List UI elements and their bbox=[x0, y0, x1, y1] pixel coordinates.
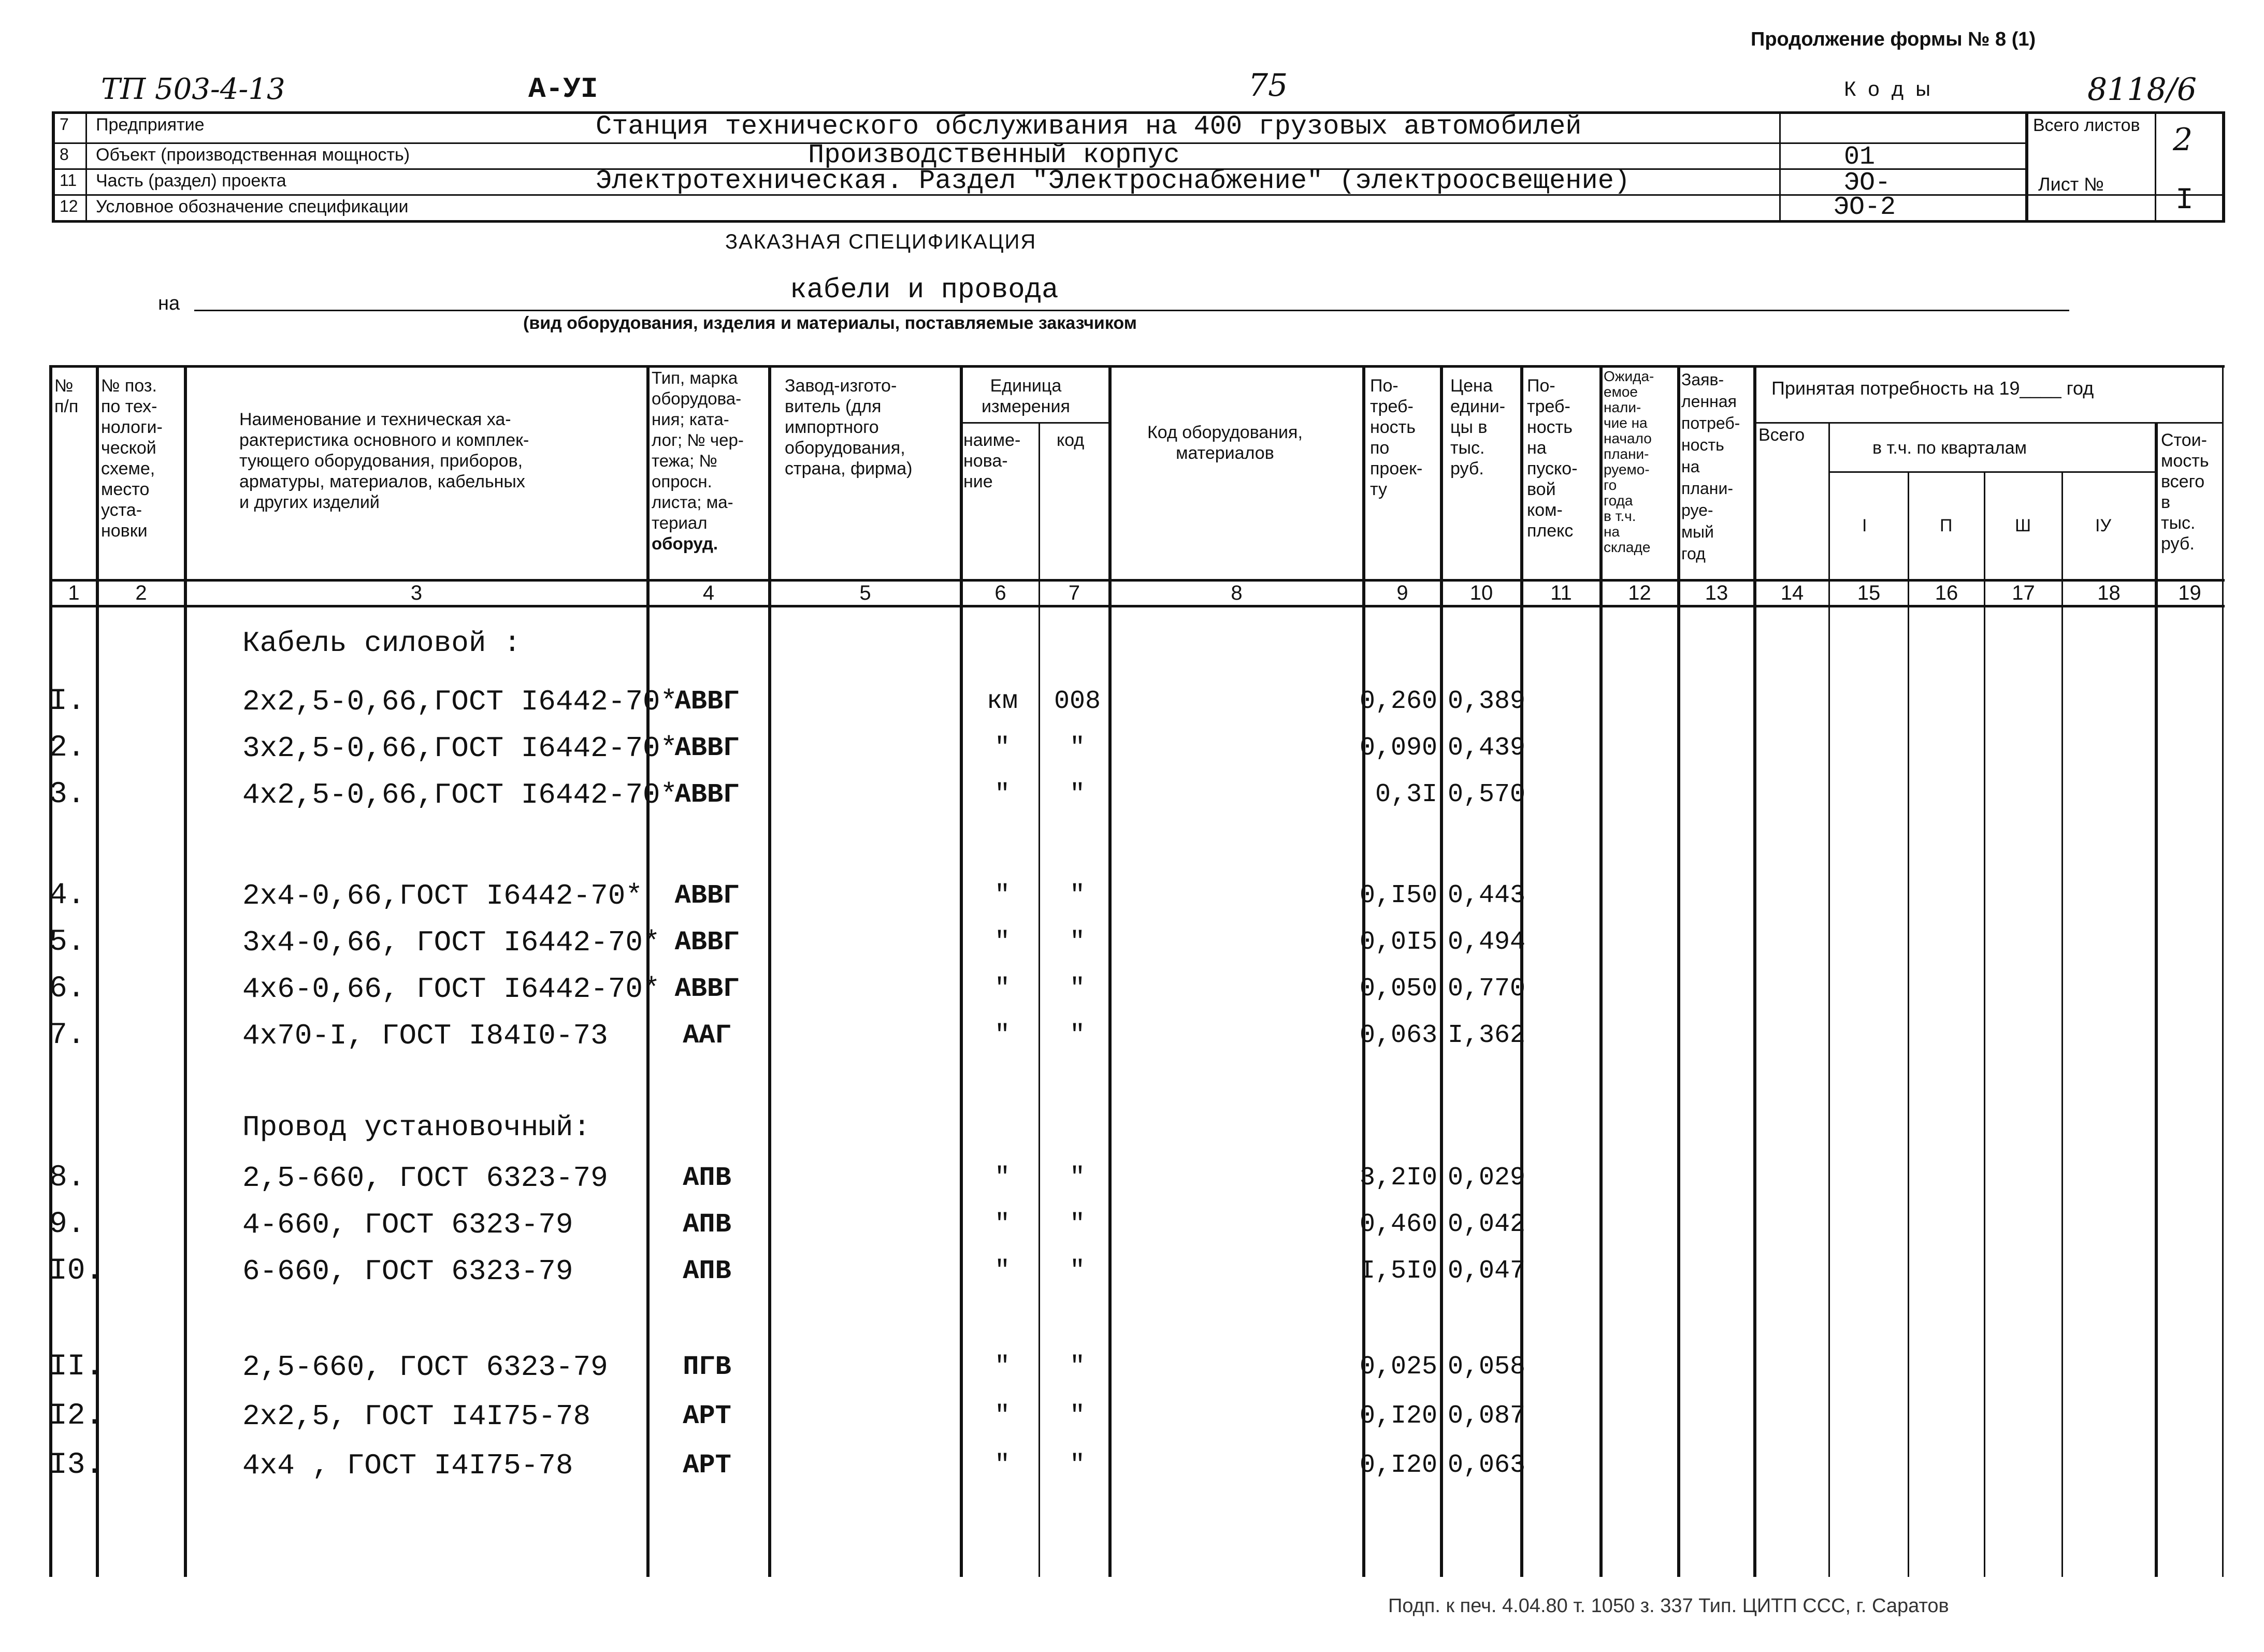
row-mark: АВВГ bbox=[674, 927, 740, 958]
table-top-border bbox=[49, 365, 2225, 368]
column-number: 2 bbox=[135, 582, 147, 604]
row-number: I0. bbox=[49, 1254, 104, 1288]
meta-right-border bbox=[2222, 111, 2225, 223]
group-heading: Кабель силовой : bbox=[242, 627, 521, 660]
header-col14: Всего bbox=[1758, 425, 1805, 445]
column-number: 8 bbox=[1231, 582, 1243, 604]
row-unit: " bbox=[994, 780, 1010, 809]
row-mark: АВВГ bbox=[674, 733, 740, 763]
na-label: на bbox=[158, 293, 180, 314]
column-number: 17 bbox=[2012, 582, 2035, 604]
row-price: 0,087 bbox=[1448, 1401, 1526, 1431]
quarters-divider bbox=[1828, 471, 2156, 473]
row-number: 9. bbox=[49, 1208, 85, 1241]
header-accepted: Принятая потребность на 19____ год bbox=[1771, 378, 2094, 399]
row-description: 3x4-0,66, ГОСТ I6442-70* bbox=[242, 926, 660, 959]
row-description: 4x70-I, ГОСТ I84I0-73 bbox=[242, 1019, 608, 1052]
row-unit: " bbox=[994, 1163, 1010, 1193]
column-number: 18 bbox=[2097, 582, 2121, 604]
meta-left-border bbox=[52, 111, 55, 223]
row-number: I2. bbox=[49, 1399, 104, 1433]
meta-object-value: Производственный корпус bbox=[808, 140, 1180, 170]
row-need: 0,050 bbox=[1360, 974, 1438, 1004]
row-unit-code: " bbox=[1069, 881, 1085, 910]
header-q4: IУ bbox=[2095, 516, 2112, 535]
column-number: 1 bbox=[68, 582, 80, 604]
row-unit-code: " bbox=[1069, 928, 1085, 957]
row-description: 2,5-660, ГОСТ 6323-79 bbox=[242, 1162, 608, 1195]
column-number: 4 bbox=[702, 582, 715, 604]
table-row bbox=[0, 1442, 2264, 1489]
album-label: А-УI bbox=[528, 73, 598, 106]
row-unit: " bbox=[994, 1210, 1010, 1239]
row-unit-code: " bbox=[1069, 1256, 1085, 1286]
row-unit: " bbox=[994, 1021, 1010, 1050]
header-quarters: в т.ч. по кварталам bbox=[1872, 438, 2027, 458]
row-need: 0,I20 bbox=[1360, 1451, 1438, 1480]
table-row bbox=[0, 873, 2264, 919]
meta-num-divider bbox=[85, 111, 87, 223]
row-description: 4x6-0,66, ГОСТ I6442-70* bbox=[242, 973, 660, 1006]
meta-bottom-border bbox=[52, 220, 2225, 223]
row-price: I,362 bbox=[1448, 1021, 1526, 1050]
table-row bbox=[0, 1248, 2264, 1295]
meta-part-value: Электротехническая. Раздел "Электроснабжение" (электроосвещение) bbox=[596, 166, 1631, 196]
column-number: 14 bbox=[1780, 582, 1804, 604]
row-unit: " bbox=[994, 1352, 1010, 1382]
row-unit: " bbox=[994, 733, 1010, 763]
column-number: 7 bbox=[1068, 582, 1080, 604]
row-mark: АПВ bbox=[683, 1163, 731, 1193]
row-unit-code: " bbox=[1069, 1451, 1085, 1480]
header-unit: Единица измерения bbox=[982, 376, 1070, 416]
row-unit: " bbox=[994, 1256, 1010, 1286]
row-unit: " bbox=[994, 974, 1010, 1004]
row-mark: АВВГ bbox=[674, 974, 740, 1004]
table-row bbox=[0, 919, 2264, 966]
row-number: 4. bbox=[49, 879, 85, 912]
table-row bbox=[0, 1012, 2264, 1059]
header-col19: Стои- мость всего в тыс. руб. bbox=[2161, 430, 2209, 554]
row-unit-code: " bbox=[1069, 733, 1085, 763]
header-col5: Завод-изгото- витель (для импортного оборудования, страна, фирма) bbox=[785, 376, 913, 479]
table-row bbox=[0, 725, 2264, 772]
row-mark: АВВГ bbox=[674, 779, 740, 810]
sheet-value: I bbox=[2175, 184, 2194, 218]
column-number: 16 bbox=[1935, 582, 1958, 604]
table-row bbox=[0, 1393, 2264, 1440]
row-mark: ААГ bbox=[683, 1020, 731, 1051]
row-number: 5. bbox=[49, 925, 85, 959]
header-col6: наиме- нова- ние bbox=[963, 430, 1021, 491]
codes-label: К о д ы bbox=[1844, 78, 1934, 100]
row-description: 6-660, ГОСТ 6323-79 bbox=[242, 1255, 573, 1288]
row-need: 0,025 bbox=[1360, 1352, 1438, 1382]
table-row bbox=[0, 1155, 2264, 1201]
header-col9: По- треб- ность по проек- ту bbox=[1370, 376, 1423, 499]
row-mark: ПГВ bbox=[683, 1352, 731, 1382]
meta-row-label: Часть (раздел) проекта bbox=[96, 171, 286, 191]
row-price: 0,042 bbox=[1448, 1210, 1526, 1239]
row-unit: " bbox=[994, 928, 1010, 957]
row-number: 2. bbox=[49, 731, 85, 765]
row-unit-code: " bbox=[1069, 780, 1085, 809]
column-number: 15 bbox=[1857, 582, 1881, 604]
header-col7: код bbox=[1057, 430, 1085, 450]
column-number: 10 bbox=[1469, 582, 1493, 604]
row-need: 0,0I5 bbox=[1360, 928, 1438, 957]
row-price: 0,063 bbox=[1448, 1451, 1526, 1480]
row-unit-code: " bbox=[1069, 1352, 1085, 1382]
row-price: 0,389 bbox=[1448, 687, 1526, 716]
row-description: 2x2,5, ГОСТ I4I75-78 bbox=[242, 1400, 591, 1433]
row-unit-code: " bbox=[1069, 974, 1085, 1004]
subject-underline bbox=[194, 310, 2069, 311]
row-unit-code: " bbox=[1069, 1401, 1085, 1431]
print-footer: Подп. к печ. 4.04.80 т. 1050 з. 337 Тип. ЦИТП ССС, г. Саратов bbox=[1388, 1595, 1949, 1617]
row-price: 0,047 bbox=[1448, 1256, 1526, 1286]
sheet-label: Лист № bbox=[2038, 173, 2104, 195]
meta-sheet-divider bbox=[2155, 111, 2156, 223]
table-row bbox=[0, 678, 2264, 725]
table-row bbox=[0, 1344, 2264, 1390]
row-number: 8. bbox=[49, 1161, 85, 1195]
column-number: 9 bbox=[1396, 582, 1408, 604]
order-number: 8118/6 bbox=[2087, 71, 2197, 108]
header-q3: Ш bbox=[2015, 516, 2031, 535]
sheets-total-label: Всего листов bbox=[2033, 115, 2140, 135]
row-unit: км bbox=[986, 687, 1018, 716]
unit-divider bbox=[960, 422, 1110, 424]
row-price: 0,770 bbox=[1448, 974, 1526, 1004]
column-number: 13 bbox=[1705, 582, 1728, 604]
row-number: I. bbox=[49, 685, 85, 718]
row-mark: АПВ bbox=[683, 1256, 731, 1286]
header-col3: Наименование и техническая ха- рактеристика основного и комплек- тующего оборудования, приборов, арматуры, материалов, кабельных и других изделий bbox=[239, 410, 529, 512]
meta-code-divider bbox=[1779, 111, 1781, 223]
subject-note: (вид оборудования, изделия и материалы, поставляемые заказчиком bbox=[523, 313, 1137, 333]
column-number: 6 bbox=[994, 582, 1006, 604]
row-mark: АВВГ bbox=[674, 686, 740, 717]
row-price: 0,058 bbox=[1448, 1352, 1526, 1382]
row-price: 0,494 bbox=[1448, 928, 1526, 957]
row-description: 2x4-0,66,ГОСТ I6442-70* bbox=[242, 879, 643, 912]
row-need: 0,260 bbox=[1360, 687, 1438, 716]
spec-subject: кабели и провода bbox=[790, 274, 1059, 306]
row-unit: " bbox=[994, 881, 1010, 910]
row-mark: АРТ bbox=[683, 1450, 731, 1481]
row-description: 2x2,5-0,66,ГОСТ I6442-70* bbox=[242, 685, 678, 718]
header-col4: Тип, марка оборудова- ния; ката- лог; № чер- тежа; № опросн. листа; ма- териал оборуд. bbox=[652, 368, 744, 553]
header-col11: По- треб- ность на пуско- вой ком- плекс bbox=[1527, 376, 1578, 541]
row-unit-code: " bbox=[1069, 1021, 1085, 1050]
meta-spec-code: ЭО-2 bbox=[1834, 193, 1896, 222]
accepted-divider bbox=[1755, 422, 2224, 424]
row-description: 4x2,5-0,66,ГОСТ I6442-70* bbox=[242, 778, 678, 811]
row-price: 0,029 bbox=[1448, 1163, 1526, 1193]
row-description: 3x2,5-0,66,ГОСТ I6442-70* bbox=[242, 732, 678, 765]
doc-code: ТП 503-4-13 bbox=[101, 73, 285, 106]
row-number: 7. bbox=[49, 1019, 85, 1052]
meta-row-num: 12 bbox=[60, 197, 78, 215]
header-col1: № п/п bbox=[54, 376, 79, 416]
row-need: 0,090 bbox=[1360, 733, 1438, 763]
meta-row-label: Объект (производственная мощность) bbox=[96, 145, 410, 165]
table-row bbox=[0, 1201, 2264, 1248]
column-number: 11 bbox=[1550, 582, 1572, 604]
table-row bbox=[0, 966, 2264, 1012]
spec-title: ЗАКАЗНАЯ СПЕЦИФИКАЦИЯ bbox=[725, 230, 1037, 253]
header-col8: Код оборудования, материалов bbox=[1147, 423, 1303, 463]
row-price: 0,439 bbox=[1448, 733, 1526, 763]
header-col13: Заяв- ленная потреб- ность на плани- руе- мый год bbox=[1681, 370, 1740, 563]
meta-row-label: Предприятие bbox=[96, 115, 205, 135]
column-number: 3 bbox=[410, 582, 423, 604]
meta-right-divider bbox=[2025, 111, 2028, 223]
row-need: 3,2I0 bbox=[1360, 1163, 1438, 1193]
row-need: 0,460 bbox=[1360, 1210, 1438, 1239]
meta-row-num: 11 bbox=[60, 171, 77, 190]
meta-row-label: Условное обозначение спецификации bbox=[96, 197, 409, 216]
row-description: 2,5-660, ГОСТ 6323-79 bbox=[242, 1351, 608, 1384]
row-unit-code: 008 bbox=[1054, 687, 1101, 716]
column-number: 5 bbox=[859, 582, 871, 604]
row-need: 0,3I bbox=[1375, 780, 1437, 809]
meta-part-code: ЭО- bbox=[1844, 168, 1891, 198]
row-need: I,5I0 bbox=[1360, 1256, 1438, 1286]
column-number: 12 bbox=[1628, 582, 1651, 604]
row-number: 3. bbox=[49, 778, 85, 811]
row-need: 0,063 bbox=[1360, 1021, 1438, 1050]
row-price: 0,570 bbox=[1448, 780, 1526, 809]
page-number: 75 bbox=[1248, 67, 1288, 104]
header-col10: Цена едини- цы в тыс. руб. bbox=[1450, 376, 1506, 479]
row-description: 4x4 , ГОСТ I4I75-78 bbox=[242, 1449, 573, 1482]
row-number: 6. bbox=[49, 972, 85, 1006]
header-col12: Ожида- емое нали- чие на начало плани- руемо- го года в т.ч. на складе bbox=[1604, 368, 1654, 555]
row-number: I3. bbox=[49, 1448, 104, 1482]
row-mark: АРТ bbox=[683, 1401, 731, 1431]
row-mark: АВВГ bbox=[674, 880, 740, 911]
group-heading: Провод установочный: bbox=[242, 1111, 591, 1144]
row-price: 0,443 bbox=[1448, 881, 1526, 910]
meta-row-num: 7 bbox=[60, 115, 69, 134]
table-row bbox=[0, 772, 2264, 818]
row-unit-code: " bbox=[1069, 1210, 1085, 1239]
row-unit: " bbox=[994, 1451, 1010, 1480]
row-unit-code: " bbox=[1069, 1163, 1085, 1193]
sheets-total-value: 2 bbox=[2173, 122, 2193, 158]
row-mark: АПВ bbox=[683, 1209, 731, 1240]
row-need: 0,I50 bbox=[1360, 881, 1438, 910]
row-need: 0,I20 bbox=[1360, 1401, 1438, 1431]
meta-row-num: 8 bbox=[60, 145, 69, 164]
meta-enterprise-value: Станция технического обслуживания на 400 грузовых автомобилей bbox=[596, 111, 1582, 142]
row-description: 4-660, ГОСТ 6323-79 bbox=[242, 1208, 573, 1241]
header-q1: I bbox=[1862, 516, 1867, 535]
header-q2: П bbox=[1940, 516, 1953, 535]
row-number: II. bbox=[49, 1350, 104, 1384]
column-number: 19 bbox=[2178, 582, 2201, 604]
row-unit: " bbox=[994, 1401, 1010, 1431]
meta-object-code: 01 bbox=[1844, 142, 1876, 172]
header-col2: № поз. по тех- нологи- ческой схеме, место уста- новки bbox=[101, 376, 163, 541]
form-continuation-label: Продолжение формы № 8 (1) bbox=[1751, 28, 2036, 50]
